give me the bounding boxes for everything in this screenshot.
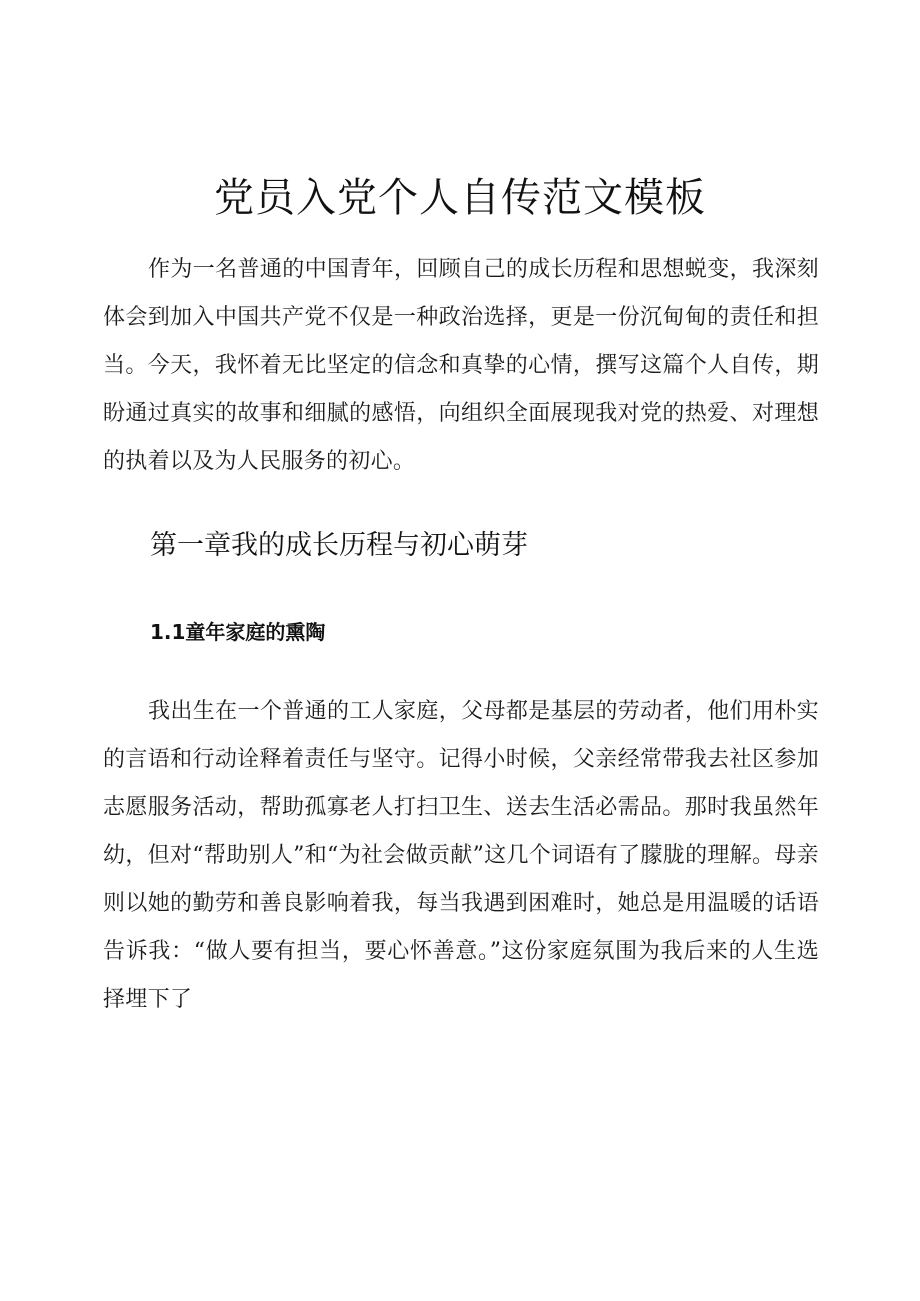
chapter-heading: 第一章我的成长历程与初心萌芽 bbox=[150, 530, 528, 561]
document-title: 党员入党个人自传范文模板 bbox=[214, 175, 706, 221]
section-heading: 1.1童年家庭的熏陶 bbox=[150, 620, 326, 644]
section-body-paragraph: 我出生在一个普通的工人家庭，父母都是基层的劳动者，他们用朴实的言语和行动诠释着责任与坚守。记得小时候，父亲经常带我去社区参加志愿服务活动，帮助孤寡老人打扫卫生、送去生活必需品。那时我虽然年幼，但对“帮助别人”和“为社会做贡献”这几个词语有了朦胧的理解。母亲则以她的勤劳和善良影响着我，每当我遇到困难时，她总是用温暖的话语告诉我：“做人要有担当，要心怀善意。”这份家庭氛围为我后来的人生选择埋下了 bbox=[103, 699, 819, 1012]
intro-paragraph: 作为一名普通的中国青年，回顾自己的成长历程和思想蜕变，我深刻体会到加入中国共产党不仅是一种政治选择，更是一份沉甸甸的责任和担当。今天，我怀着无比坚定的信念和真挚的心情，撰写这篇个人自传，期盼通过真实的故事和细腻的感悟，向组织全面展现我对党的热爱、对理想的执着以及为人民服务的初心。 bbox=[103, 257, 819, 474]
